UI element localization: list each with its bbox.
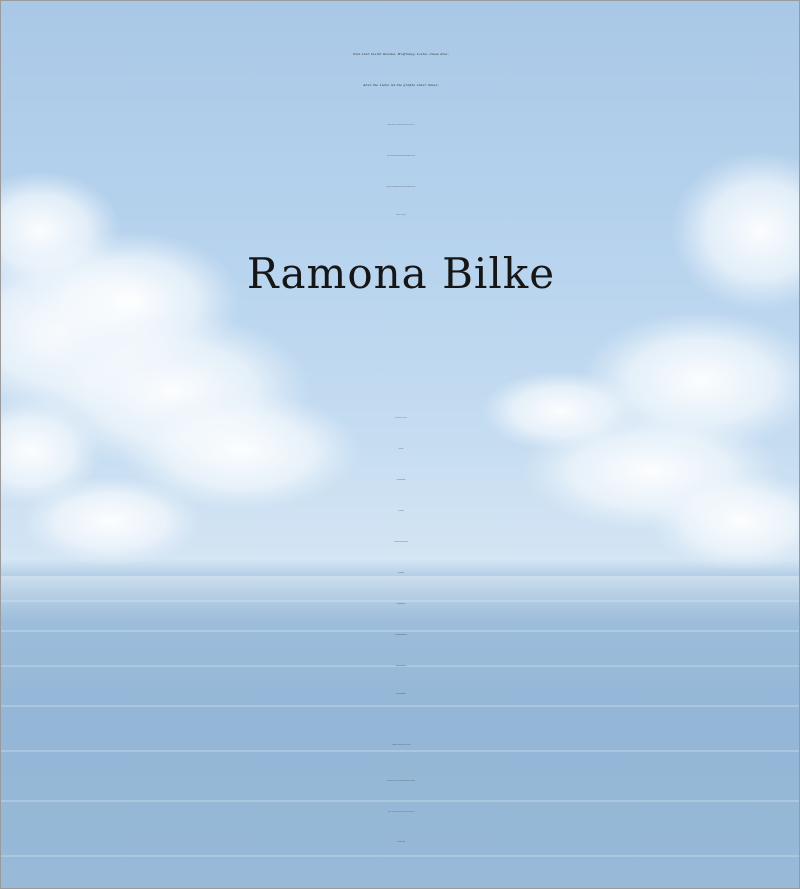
intro-line-1: Traurig nehmen wir Abschied von meiner lieben Frau, (387, 125, 415, 126)
ceremony-line-3: Heiligenthal statt. (396, 842, 406, 843)
verse-line-1: Nun aber bleibt Glaube, Hoffnung, Liebe, diese drei: (353, 52, 449, 56)
mourner-line (1, 434, 800, 465)
mourner-line (1, 558, 800, 589)
ceremony-line-2: dem 17. Juni 2016, um 14.00 Uhr auf dem Friedhof in (387, 812, 415, 813)
mourner-line (1, 679, 800, 710)
mourner-line (1, 620, 800, 651)
intro-line-2: unserer herzensguten Mutti, Schwiegermutter und Oma, (386, 156, 416, 157)
life-dates (1, 356, 800, 386)
mourners-intro: In liebevoller Erinnerung: (394, 418, 408, 419)
verse-line-2: Aber die Liebe ist die größte unter ihnen. (363, 83, 439, 87)
deceased-name: Ramona Bilke (246, 249, 556, 298)
mourner-line (1, 527, 800, 558)
mourner-line (1, 465, 800, 496)
birth-name (1, 320, 800, 348)
ceremony-line-1: Die Trauerfeier und Urnenbeisetzung finden am Freitag, (387, 781, 415, 782)
mourner-line (1, 496, 800, 527)
intro-line-4: Cousine und Nichte (396, 215, 406, 216)
place-date: Hettstedt, Heiligenthal, im Juni 2016 (391, 745, 411, 746)
intro-line-3: Tochter, Schwiegertochter, Schwester, Schwägerin, Tante, (386, 187, 416, 188)
mourner-line (1, 651, 800, 682)
notice-text (1, 1, 800, 889)
mourner-line (1, 589, 800, 620)
